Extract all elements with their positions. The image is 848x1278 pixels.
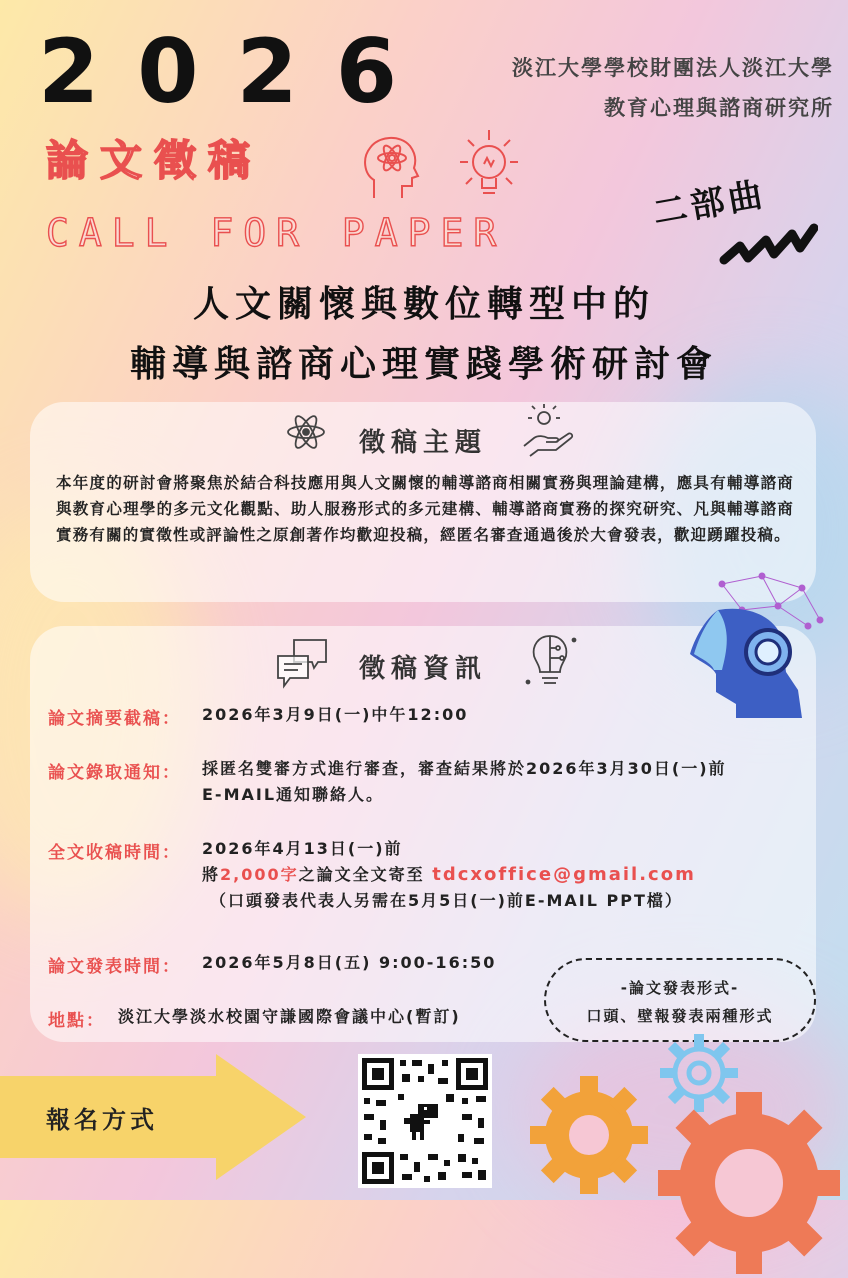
conference-title-line-2: 輔導與諮商心理實踐學術研討會: [129, 344, 718, 385]
organizer-line-2: 教育心理與諮商研究所: [604, 96, 834, 120]
word-count: 2,000字: [220, 865, 299, 884]
call-for-paper-english: CALL FOR PAPER: [46, 211, 507, 255]
submission-email-link[interactable]: tdcxoffice@gmail.com: [432, 864, 696, 885]
abstract-deadline-value: 2026年3月9日(一)中午12:00: [202, 705, 469, 724]
conference-title-line-1: 人文關懷與數位轉型中的: [192, 284, 655, 325]
theme-description: 本年度的研討會將聚焦於結合科技應用與人文關懷的輔導諮商相關實務與理論建構，應具有輔導諮商與教育心理學的多元文化觀點、助人服務形式的多元建構、輔導諮商實務的探究研究、凡與輔導諮商實務有關的實徵性或評論性之原創著作均歡迎投稿，經匿名審查通過後於大會發表，歡迎踴躍投稿。: [56, 474, 794, 544]
lightbulb-icon: [452, 126, 526, 202]
format-value: 口頭、壁報發表兩種形式: [586, 1007, 774, 1025]
full-paper-pre: 將: [202, 865, 221, 884]
full-paper-mid: 之論文全文寄至: [298, 865, 433, 884]
brain-bulb-icon: [522, 632, 582, 692]
zigzag-decoration: [718, 220, 818, 266]
organizer-line-1: 淡江大學學校財團法人淡江大學: [512, 56, 834, 80]
presentation-time-label: 論文發表時間：: [48, 957, 181, 977]
venue-value: 淡江大學淡水校園守謙國際會議中心(暫訂): [118, 1007, 461, 1026]
full-paper-deadline: 2026年4月13日(一)前: [202, 839, 403, 858]
gear-icon: [654, 1088, 844, 1278]
registration-label: 報名方式: [46, 1106, 158, 1134]
acceptance-notice-label: 論文錄取通知：: [48, 763, 181, 783]
acceptance-notice-value-1: 採匿名雙審方式進行審查，審查結果將於2026年3月30日(一)前: [202, 759, 727, 778]
acceptance-notice-value-2: E-MAIL通知聯絡人。: [202, 785, 385, 804]
venue-label: 地點：: [48, 1011, 105, 1031]
full-paper-instructions: [202, 862, 696, 888]
brain-head-icon: [356, 128, 426, 202]
call-for-paper-chinese: 論文徵稿: [46, 136, 263, 185]
presentation-time-value: 2026年5月8日(五) 9:00-16:50: [202, 953, 497, 972]
info-heading: 徵稿資訊: [358, 654, 487, 684]
year-heading: 2026: [38, 20, 435, 123]
format-title: -論文發表形式-: [620, 979, 740, 997]
trilogy-label: 二部曲: [650, 174, 770, 234]
theme-heading: 徵稿主題: [358, 428, 487, 458]
ai-head-icon: [682, 570, 828, 720]
qr-code[interactable]: [358, 1054, 492, 1188]
hand-sun-icon: [520, 402, 576, 458]
abstract-deadline-label: 論文摘要截稿：: [48, 709, 181, 729]
oral-ppt-note: （口頭發表代表人另需在5月5日(一)前E-MAIL PPT檔）: [210, 891, 683, 910]
full-paper-label: 全文收稿時間：: [48, 843, 181, 863]
gear-icon: [524, 1070, 654, 1200]
qr-code-pattern: [358, 1054, 492, 1188]
